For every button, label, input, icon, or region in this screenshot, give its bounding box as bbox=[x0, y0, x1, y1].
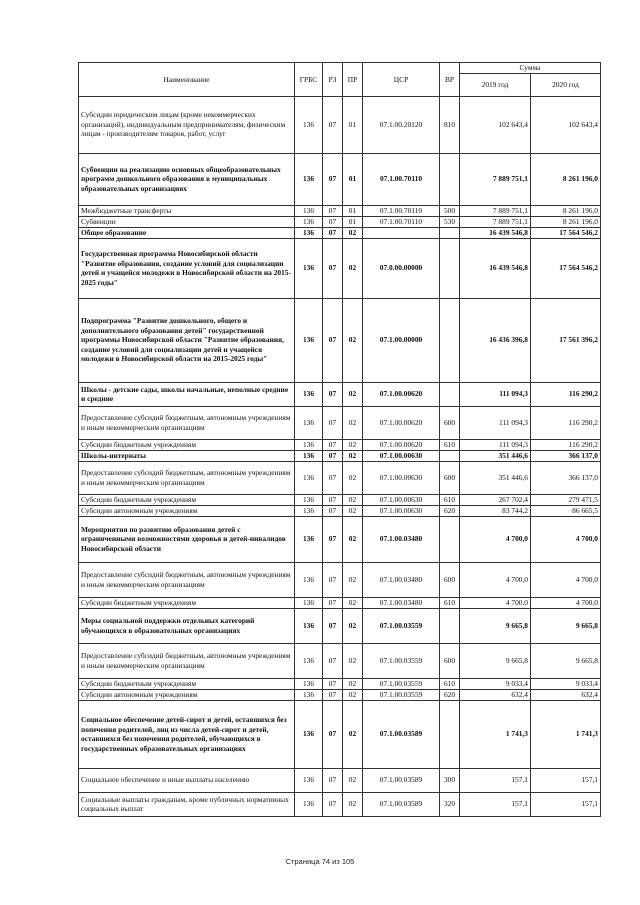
row-vr bbox=[440, 238, 460, 298]
table-row bbox=[79, 216, 601, 227]
row-2020: 8 261 196,0 bbox=[531, 153, 601, 205]
row-pr: 01 bbox=[343, 216, 363, 227]
row-csr: 07.1.00.03559 bbox=[363, 689, 440, 700]
row-rz: 07 bbox=[323, 450, 343, 461]
row-2019: 111 094,3 bbox=[460, 406, 531, 439]
row-name: Субсидии автономным учреждениям bbox=[79, 505, 295, 516]
row-2020: 366 137,0 bbox=[531, 461, 601, 494]
row-2019: 111 094,3 bbox=[460, 439, 531, 450]
row-csr: 07.1.00.03480 bbox=[363, 597, 440, 608]
table-row bbox=[79, 516, 601, 562]
row-rz: 07 bbox=[323, 700, 343, 768]
header-sum: Сумма bbox=[460, 63, 601, 74]
row-name: Субсидии бюджетным учреждениям bbox=[79, 678, 295, 689]
row-pr: 02 bbox=[343, 597, 363, 608]
table-row bbox=[79, 768, 601, 792]
row-grbs: 136 bbox=[295, 216, 323, 227]
row-grbs: 136 bbox=[295, 643, 323, 678]
row-pr: 02 bbox=[343, 643, 363, 678]
row-2019: 1 741,3 bbox=[460, 700, 531, 768]
row-name: Субсидии юридическим лицам (кроме некоммерческих организаций), индивидуальным предпринимателям, физическим лицам - производителям товаров, работ, услуг bbox=[79, 96, 295, 153]
row-grbs: 136 bbox=[295, 700, 323, 768]
row-vr: 610 bbox=[440, 597, 460, 608]
table-row bbox=[79, 450, 601, 461]
table-row bbox=[79, 505, 601, 516]
row-grbs: 136 bbox=[295, 439, 323, 450]
row-2020: 8 261 196,0 bbox=[531, 216, 601, 227]
row-vr: 620 bbox=[440, 505, 460, 516]
row-csr: 07.1.00.03559 bbox=[363, 643, 440, 678]
table-row bbox=[79, 96, 601, 153]
row-vr: 610 bbox=[440, 439, 460, 450]
budget-table bbox=[78, 62, 601, 817]
row-rz: 07 bbox=[323, 516, 343, 562]
row-vr bbox=[440, 516, 460, 562]
row-csr: 07.1.00.00620 bbox=[363, 439, 440, 450]
row-name: Субсидии бюджетным учреждениям bbox=[79, 494, 295, 505]
table-row bbox=[79, 597, 601, 608]
header-2020: 2020 год bbox=[531, 73, 601, 96]
row-name: Предоставление субсидий бюджетным, автономным учреждениям и иным некоммерческим организациям bbox=[79, 562, 295, 597]
row-csr: 07.1.00.03480 bbox=[363, 562, 440, 597]
row-2019: 9 665,8 bbox=[460, 608, 531, 643]
row-2019: 157,1 bbox=[460, 768, 531, 792]
table-row bbox=[79, 562, 601, 597]
row-2019: 111 094,3 bbox=[460, 382, 531, 406]
row-grbs: 136 bbox=[295, 494, 323, 505]
row-2020: 366 137,0 bbox=[531, 450, 601, 461]
row-2020: 157,1 bbox=[531, 792, 601, 816]
table-row bbox=[79, 439, 601, 450]
row-2019: 4 700,0 bbox=[460, 516, 531, 562]
row-name: Школы-интернаты bbox=[79, 450, 295, 461]
row-grbs: 136 bbox=[295, 382, 323, 406]
row-rz: 07 bbox=[323, 768, 343, 792]
row-grbs: 136 bbox=[295, 96, 323, 153]
page-number: Страница 74 из 105 bbox=[285, 857, 355, 866]
row-pr: 02 bbox=[343, 608, 363, 643]
row-csr bbox=[363, 227, 440, 238]
row-2019: 7 889 751,1 bbox=[460, 153, 531, 205]
row-pr: 02 bbox=[343, 678, 363, 689]
header-name: Наименование bbox=[79, 63, 295, 97]
row-csr: 07.1.00.03559 bbox=[363, 608, 440, 643]
row-grbs: 136 bbox=[295, 792, 323, 816]
row-2020: 116 290,2 bbox=[531, 406, 601, 439]
row-2020: 157,1 bbox=[531, 768, 601, 792]
row-name: Государственная программа Новосибирской области "Развитие образования, создание условий для социализации детей и учащейся молодежи в Новосибирской области на 2015-2025 годы" bbox=[79, 238, 295, 298]
header-pr: ПР bbox=[343, 63, 363, 97]
row-csr: 07.1.00.00630 bbox=[363, 461, 440, 494]
row-2019: 632,4 bbox=[460, 689, 531, 700]
row-rz: 07 bbox=[323, 562, 343, 597]
row-name: Межбюджетные трансферты bbox=[79, 205, 295, 216]
row-grbs: 136 bbox=[295, 238, 323, 298]
row-name: Социальное обеспечение и иные выплаты населению bbox=[79, 768, 295, 792]
row-2019: 4 700,0 bbox=[460, 562, 531, 597]
row-2020: 632,4 bbox=[531, 689, 601, 700]
row-csr: 07.1.00.70110 bbox=[363, 216, 440, 227]
row-csr: 07.1.00.03559 bbox=[363, 678, 440, 689]
table-row bbox=[79, 238, 601, 298]
row-name: Социальное обеспечение детей-сирот и детей, оставшихся без попечения родителей, лиц из числа детей-сирот и детей, оставшихся без попечения родителей, обучающихся в государственных образовательных организациях bbox=[79, 700, 295, 768]
row-rz: 07 bbox=[323, 382, 343, 406]
row-2020: 116 290,2 bbox=[531, 439, 601, 450]
row-vr bbox=[440, 153, 460, 205]
row-rz: 07 bbox=[323, 597, 343, 608]
row-name: Субсидии автономным учреждениям bbox=[79, 689, 295, 700]
table-row bbox=[79, 678, 601, 689]
row-grbs: 136 bbox=[295, 406, 323, 439]
row-2020: 279 471,5 bbox=[531, 494, 601, 505]
row-grbs: 136 bbox=[295, 298, 323, 382]
row-name: Социальные выплаты гражданам, кроме публичных нормативных социальных выплат bbox=[79, 792, 295, 816]
row-csr: 07.1.00.00630 bbox=[363, 505, 440, 516]
row-pr: 02 bbox=[343, 792, 363, 816]
row-name: Подпрограмма "Развитие дошкольного, общего и дополнительного образования детей" государственной программы Новосибирской области "Развитие образования, создание условий для социализации детей и учащейся молодежи в Новосибирской области на 2015-2025 годы" bbox=[79, 298, 295, 382]
row-rz: 07 bbox=[323, 505, 343, 516]
row-vr: 500 bbox=[440, 205, 460, 216]
row-2020: 86 665,5 bbox=[531, 505, 601, 516]
row-name: Школы - детские сады, школы начальные, неполные средние и средние bbox=[79, 382, 295, 406]
row-csr: 07.1.00.03589 bbox=[363, 768, 440, 792]
header-csr: ЦСР bbox=[363, 63, 440, 97]
row-name: Предоставление субсидий бюджетным, автономным учреждениям и иным некоммерческим организациям bbox=[79, 643, 295, 678]
row-2019: 16 436 396,8 bbox=[460, 298, 531, 382]
row-name: Предоставление субсидий бюджетным, автономным учреждениям и иным некоммерческим организациям bbox=[79, 406, 295, 439]
row-rz: 07 bbox=[323, 238, 343, 298]
row-vr: 600 bbox=[440, 643, 460, 678]
row-name: Субсидии бюджетным учреждениям bbox=[79, 439, 295, 450]
row-pr: 01 bbox=[343, 153, 363, 205]
row-csr: 07.0.00.00000 bbox=[363, 238, 440, 298]
row-pr: 02 bbox=[343, 227, 363, 238]
header-grbs: ГРБС bbox=[295, 63, 323, 97]
row-grbs: 136 bbox=[295, 450, 323, 461]
row-csr: 07.1.00.00620 bbox=[363, 406, 440, 439]
row-2020: 102 643,4 bbox=[531, 96, 601, 153]
table-row bbox=[79, 494, 601, 505]
row-grbs: 136 bbox=[295, 597, 323, 608]
row-csr: 07.1.00.20120 bbox=[363, 96, 440, 153]
row-grbs: 136 bbox=[295, 461, 323, 494]
row-vr bbox=[440, 298, 460, 382]
row-vr: 810 bbox=[440, 96, 460, 153]
row-grbs: 136 bbox=[295, 678, 323, 689]
row-2020: 4 700,0 bbox=[531, 597, 601, 608]
row-vr: 600 bbox=[440, 461, 460, 494]
row-name: Меры социальной поддержки отдельных категорий обучающихся в образовательных организациях bbox=[79, 608, 295, 643]
row-name: Субвенции на реализацию основных общеобразовательных программ дошкольного образования в муниципальных образовательных организациях bbox=[79, 153, 295, 205]
row-rz: 07 bbox=[323, 96, 343, 153]
row-name: Мероприятия по развитию образования детей с ограниченными возможностями здоровья и детей-инвалидов Новосибирской области bbox=[79, 516, 295, 562]
row-grbs: 136 bbox=[295, 153, 323, 205]
row-pr: 02 bbox=[343, 516, 363, 562]
row-rz: 07 bbox=[323, 153, 343, 205]
row-2020: 9 665,8 bbox=[531, 608, 601, 643]
row-pr: 02 bbox=[343, 689, 363, 700]
row-rz: 07 bbox=[323, 643, 343, 678]
row-pr: 02 bbox=[343, 439, 363, 450]
table-row bbox=[79, 382, 601, 406]
row-2019: 4 700,0 bbox=[460, 597, 531, 608]
row-pr: 02 bbox=[343, 505, 363, 516]
row-csr: 07.1.00.03589 bbox=[363, 700, 440, 768]
row-2019: 83 744,2 bbox=[460, 505, 531, 516]
row-pr: 02 bbox=[343, 382, 363, 406]
row-vr bbox=[440, 382, 460, 406]
row-grbs: 136 bbox=[295, 608, 323, 643]
row-name: Субвенции bbox=[79, 216, 295, 227]
row-rz: 07 bbox=[323, 608, 343, 643]
table-row bbox=[79, 700, 601, 768]
row-rz: 07 bbox=[323, 792, 343, 816]
table-row bbox=[79, 153, 601, 205]
row-2019: 351 446,6 bbox=[460, 450, 531, 461]
row-rz: 07 bbox=[323, 216, 343, 227]
row-vr: 300 bbox=[440, 768, 460, 792]
row-2020: 17 564 546,2 bbox=[531, 238, 601, 298]
row-rz: 07 bbox=[323, 298, 343, 382]
row-rz: 07 bbox=[323, 689, 343, 700]
row-2019: 7 889 751,1 bbox=[460, 205, 531, 216]
row-pr: 02 bbox=[343, 768, 363, 792]
header-rz: РЗ bbox=[323, 63, 343, 97]
row-csr: 07.1.00.00630 bbox=[363, 450, 440, 461]
table-row bbox=[79, 205, 601, 216]
row-vr bbox=[440, 450, 460, 461]
row-pr: 01 bbox=[343, 205, 363, 216]
row-name: Предоставление субсидий бюджетным, автономным учреждениям и иным некоммерческим организациям bbox=[79, 461, 295, 494]
row-csr: 07.1.00.03480 bbox=[363, 516, 440, 562]
row-2020: 116 290,2 bbox=[531, 382, 601, 406]
table-row bbox=[79, 792, 601, 816]
table-row bbox=[79, 227, 601, 238]
row-vr: 320 bbox=[440, 792, 460, 816]
row-grbs: 136 bbox=[295, 227, 323, 238]
row-2019: 102 643,4 bbox=[460, 96, 531, 153]
row-2019: 351 446,6 bbox=[460, 461, 531, 494]
row-2019: 157,1 bbox=[460, 792, 531, 816]
table-row bbox=[79, 298, 601, 382]
row-csr: 07.1.00.70110 bbox=[363, 153, 440, 205]
row-csr: 07.1.00.03589 bbox=[363, 792, 440, 816]
row-vr: 610 bbox=[440, 494, 460, 505]
row-grbs: 136 bbox=[295, 768, 323, 792]
row-2020: 4 700,0 bbox=[531, 516, 601, 562]
row-pr: 02 bbox=[343, 238, 363, 298]
row-name: Субсидии бюджетным учреждениям bbox=[79, 597, 295, 608]
row-rz: 07 bbox=[323, 227, 343, 238]
row-2020: 1 741,3 bbox=[531, 700, 601, 768]
table-body bbox=[79, 96, 601, 816]
row-2020: 9 665,8 bbox=[531, 643, 601, 678]
row-vr: 620 bbox=[440, 689, 460, 700]
row-2020: 17 561 396,2 bbox=[531, 298, 601, 382]
header-vr: ВР bbox=[440, 63, 460, 97]
row-grbs: 136 bbox=[295, 205, 323, 216]
row-vr bbox=[440, 608, 460, 643]
row-rz: 07 bbox=[323, 461, 343, 494]
table-row bbox=[79, 689, 601, 700]
row-rz: 07 bbox=[323, 406, 343, 439]
row-rz: 07 bbox=[323, 678, 343, 689]
table-row bbox=[79, 643, 601, 678]
row-2019: 9 665,8 bbox=[460, 643, 531, 678]
row-pr: 02 bbox=[343, 298, 363, 382]
row-csr: 07.1.00.00620 bbox=[363, 382, 440, 406]
row-pr: 01 bbox=[343, 96, 363, 153]
table-row bbox=[79, 406, 601, 439]
row-vr: 530 bbox=[440, 216, 460, 227]
row-rz: 07 bbox=[323, 439, 343, 450]
row-grbs: 136 bbox=[295, 516, 323, 562]
row-2019: 267 702,4 bbox=[460, 494, 531, 505]
table-row bbox=[79, 608, 601, 643]
row-pr: 02 bbox=[343, 700, 363, 768]
table-row bbox=[79, 461, 601, 494]
row-pr: 02 bbox=[343, 461, 363, 494]
row-2020: 9 033,4 bbox=[531, 678, 601, 689]
row-pr: 02 bbox=[343, 494, 363, 505]
row-csr: 07.1.00.00630 bbox=[363, 494, 440, 505]
row-grbs: 136 bbox=[295, 562, 323, 597]
row-csr: 07.1.00.70110 bbox=[363, 205, 440, 216]
row-2020: 17 564 546,2 bbox=[531, 227, 601, 238]
row-2019: 9 033,4 bbox=[460, 678, 531, 689]
row-2019: 16 439 546,8 bbox=[460, 238, 531, 298]
row-2020: 4 700,0 bbox=[531, 562, 601, 597]
row-pr: 02 bbox=[343, 450, 363, 461]
row-name: Общее образование bbox=[79, 227, 295, 238]
row-rz: 07 bbox=[323, 494, 343, 505]
row-vr bbox=[440, 227, 460, 238]
row-pr: 02 bbox=[343, 406, 363, 439]
row-csr: 07.1.00.00000 bbox=[363, 298, 440, 382]
table-header bbox=[79, 63, 601, 97]
row-2019: 16 439 546,8 bbox=[460, 227, 531, 238]
row-grbs: 136 bbox=[295, 689, 323, 700]
row-vr bbox=[440, 700, 460, 768]
row-2020: 8 261 196,0 bbox=[531, 205, 601, 216]
row-pr: 02 bbox=[343, 562, 363, 597]
row-grbs: 136 bbox=[295, 505, 323, 516]
row-vr: 610 bbox=[440, 678, 460, 689]
row-rz: 07 bbox=[323, 205, 343, 216]
row-2019: 7 889 751,1 bbox=[460, 216, 531, 227]
row-vr: 600 bbox=[440, 406, 460, 439]
header-2019: 2019 год bbox=[460, 73, 531, 96]
row-vr: 600 bbox=[440, 562, 460, 597]
